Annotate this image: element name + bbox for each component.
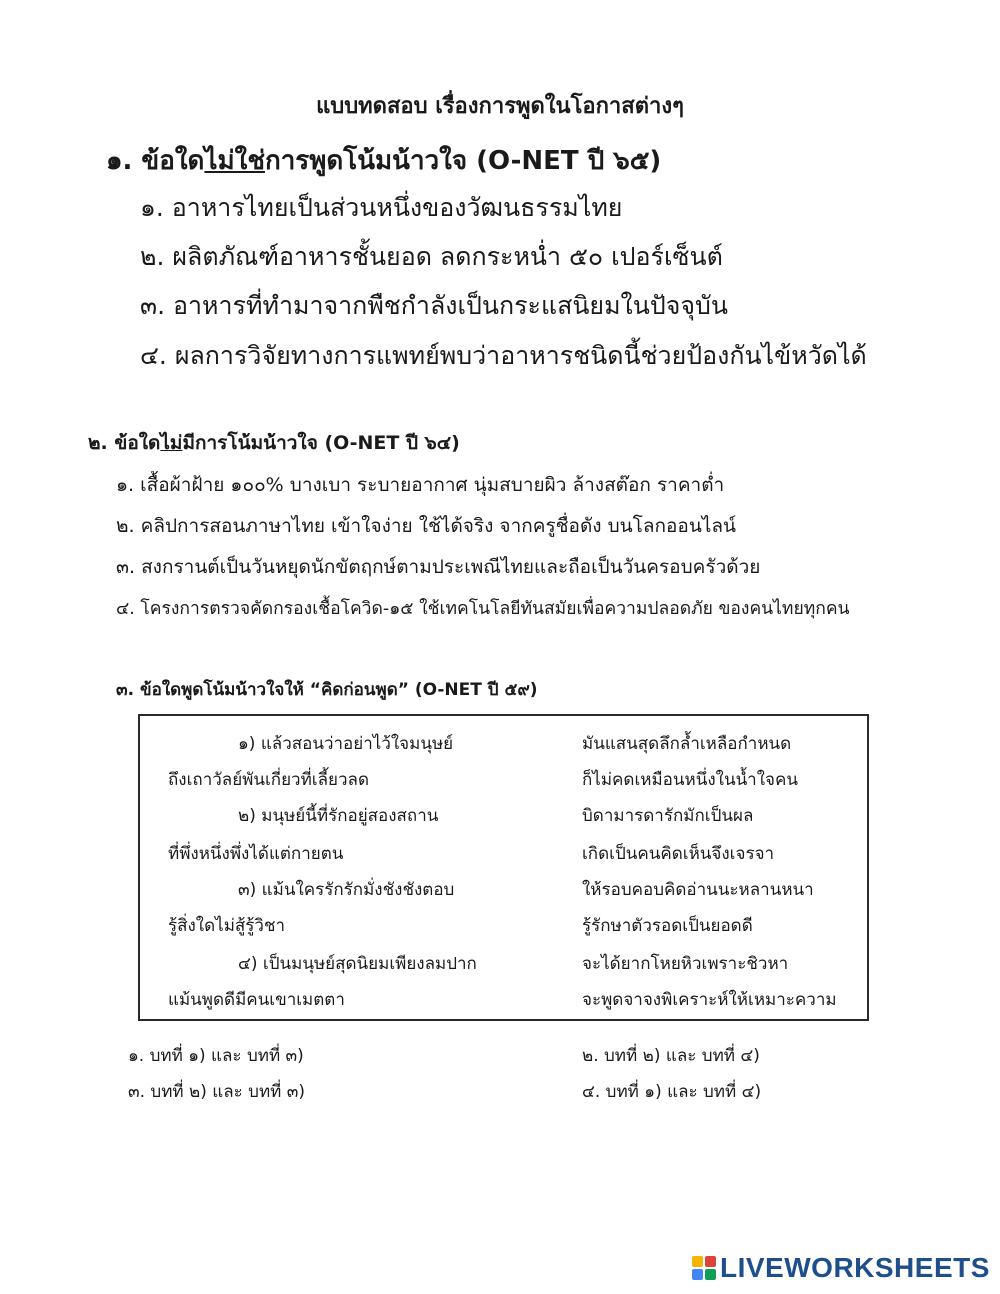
poem-line-8-left: แม้นพูดดีมีคนเขาเมตตา	[168, 990, 345, 1010]
poem-line-8-right: จะพูดจาจงพิเคราะห์ให้เหมาะความ	[582, 990, 837, 1010]
poem-line-7-right: จะได้ยากโหยหิวเพราะชิวหา	[582, 954, 789, 974]
poem-line-3-left: ๒) มนุษย์นี้ที่รักอยู่สองสถาน	[238, 806, 439, 826]
logo-text: LIVEWORKSHEETS	[720, 1252, 990, 1283]
logo-square-2	[705, 1256, 716, 1267]
poem-line-5-left: ๓) แม้นใครรักรักมั่งชังชังตอบ	[238, 880, 455, 900]
question-1-choice-1[interactable]: ๑. อาหารไทยเป็นส่วนหนึ่งของวัฒนธรรมไทย	[140, 193, 623, 222]
poem-line-7-left: ๔) เป็นมนุษย์สุดนิยมเพียงลมปาก	[238, 954, 477, 974]
question-2-stem-underlined: ไม่	[160, 432, 183, 454]
question-3-choice-3[interactable]: ๓. บทที่ ๒) และ บทที่ ๓)	[128, 1082, 306, 1102]
liveworksheets-logo[interactable]	[692, 1252, 990, 1284]
question-3-choice-2[interactable]: ๒. บทที่ ๒) และ บทที่ ๔)	[582, 1046, 760, 1066]
question-2-stem-after: มีการโน้มน้าวใจ (O-NET ปี ๖๔)	[182, 432, 460, 454]
logo-square-3	[692, 1269, 703, 1280]
question-3-choice-1[interactable]: ๑. บทที่ ๑) และ บทที่ ๓)	[128, 1046, 304, 1066]
poem-line-1-right: มันแสนสุดลึกล้ำเหลือกำหนด	[582, 734, 792, 754]
question-2-stem-before: ๒. ข้อใด	[88, 432, 161, 454]
question-1-stem-underlined: ไม่ใช่	[204, 146, 265, 176]
question-2-stem	[88, 428, 460, 458]
question-2-choice-4[interactable]: ๔. โครงการตรวจคัดกรองเชื้อโควิด-๑๕ ใช้เทคโนโลยีทันสมัยเพื่อความปลอดภัย ของคนไทยทุกคน	[116, 599, 850, 619]
logo-square-1	[692, 1256, 703, 1267]
page-title: แบบทดสอบ เรื่องการพูดในโอกาสต่างๆ	[316, 94, 684, 119]
question-1-choice-2[interactable]: ๒. ผลิตภัณฑ์อาหารชั้นยอด ลดกระหน่ำ ๕๐ เปอร์เซ็นต์	[140, 242, 723, 271]
poem-line-2-right: ก็ไม่คดเหมือนหนึ่งในน้ำใจคน	[582, 770, 798, 790]
poem-line-6-left: รู้สิ่งใดไม่สู้รู้วิชา	[168, 916, 286, 936]
liveworksheets-grid-icon	[692, 1256, 716, 1280]
poem-line-3-right: บิดามารดารักมักเป็นผล	[582, 806, 754, 826]
poem-line-4-right: เกิดเป็นคนคิดเห็นจึงเจรจา	[582, 844, 775, 864]
poem-line-4-left: ที่พึ่งหนึ่งพึ่งได้แต่กายตน	[168, 844, 344, 864]
poem-line-2-left: ถึงเถาวัลย์พันเกี่ยวที่เลี้ยวลด	[168, 770, 370, 790]
question-3-stem: ๓. ข้อใดพูดโน้มน้าวใจให้ “คิดก่อนพูด” (O-NET ปี ๕๙)	[116, 680, 538, 700]
question-2-choice-2[interactable]: ๒. คลิปการสอนภาษาไทย เข้าใจง่าย ใช้ได้จริง จากครูชื่อดัง บนโลกออนไลน์	[116, 515, 737, 537]
poem-line-6-right: รู้รักษาตัวรอดเป็นยอดดี	[582, 916, 753, 936]
question-1-stem	[106, 140, 661, 181]
question-1-stem-after: การพูดโน้มน้าวใจ (O-NET ปี ๖๕)	[264, 146, 662, 176]
question-3-choice-4[interactable]: ๔. บทที่ ๑) และ บทที่ ๔)	[582, 1082, 762, 1102]
question-1-choice-4[interactable]: ๔. ผลการวิจัยทางการแพทย์พบว่าอาหารชนิดนี้ช่วยป้องกันไข้หวัดได้	[140, 341, 867, 370]
question-1-choice-3[interactable]: ๓. อาหารที่ทำมาจากพืชกำลังเป็นกระแสนิยมในปัจจุบัน	[140, 291, 728, 320]
poem-line-5-right: ให้รอบคอบคิดอ่านนะหลานหนา	[582, 880, 814, 900]
question-2-choice-3[interactable]: ๓. สงกรานต์เป็นวันหยุดนักขัตฤกษ์ตามประเพณีไทยและถือเป็นวันครอบครัวด้วย	[116, 556, 761, 578]
question-1-stem-before: ๑. ข้อใด	[106, 146, 205, 176]
poem-line-1-left: ๑) แล้วสอนว่าอย่าไว้ใจมนุษย์	[238, 734, 454, 754]
logo-square-4	[705, 1269, 716, 1280]
question-2-choice-1[interactable]: ๑. เสื้อผ้าฝ้าย ๑๐๐% บางเบา ระบายอากาศ นุ่มสบายผิว ล้างสต๊อก ราคาต่ำ	[116, 474, 725, 496]
